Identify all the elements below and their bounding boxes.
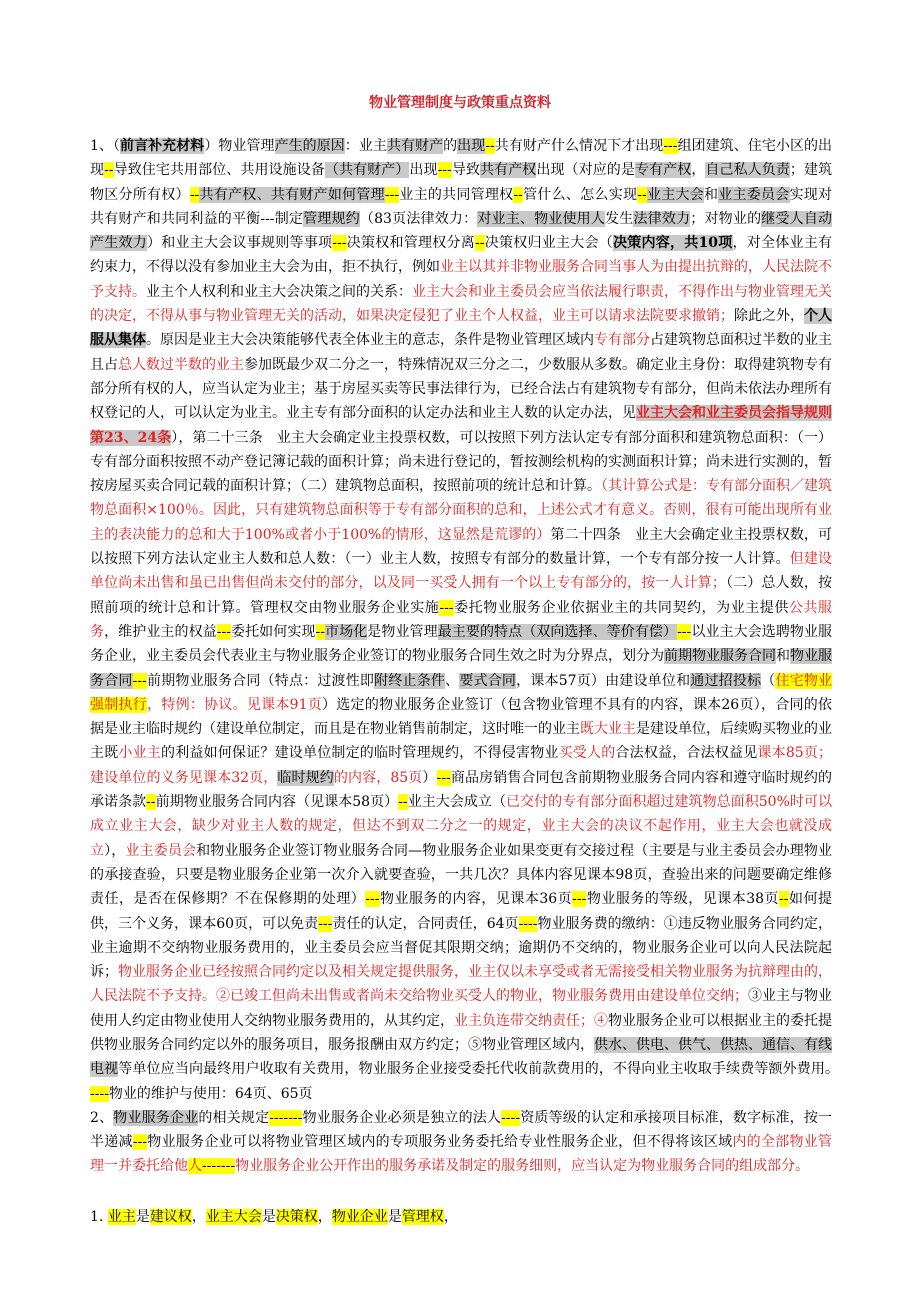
text-run: ---- — [501, 1109, 521, 1126]
text-run: （其计算公式是：专有部分面积／建筑物总面积×100％。因此，只有建筑物总面积等于专有部分面积的总和，上述公式才有意义。否则，很有可能出现所有业主的表决能力的总和大于100%或者小于100%的情形，这显然是荒谬的） — [90, 478, 832, 543]
text-run: 临时规约 — [277, 769, 334, 786]
text-run: ），第二十三条 业主大会确定业主投票权数，可以按照下列方法认定专有部分面积和建筑物总面积：（一）专有部分面积按照不动产登记簿记载的面积计算；尚未进行登记的，暂按测绘机构的实测面积计算；尚未进行实测的，暂按房屋买卖合同记载的面积计算；（二）建筑物总面积，按照前项的统计总和计算。 — [90, 429, 833, 495]
text-run: 买受人的 — [558, 745, 616, 762]
text-run: ；对物业的 — [690, 210, 762, 227]
text-run: 的内容，85页 — [333, 769, 423, 786]
paragraph-2 — [90, 1106, 832, 1179]
text-run: -- — [475, 235, 485, 252]
text-run: 人 — [188, 1158, 202, 1175]
document-body — [90, 134, 847, 1229]
text-run: ③业主与物业使用人约定由物业使用人交纳物业服务费用的，从其约定， — [90, 988, 832, 1029]
text-run: ）选定的物业服务企业签订（包含物业管理不具有的内容，课本26页），合同的依据是业主临时规约（建设单位制定，而且是在物业销售前制定，这时唯一的业主 — [90, 696, 833, 738]
text-run: 出现（对应的是 — [536, 162, 635, 179]
text-run: 物业服务企业已经按照合同约定以及相关规定提供服务，业主仅以未享受或者无需接受相关物业服务为抗辩理由的，人民法院不予支持。②已竣工但尚未出售或者尚未交给物业买受人的物业，物业服务费用由建设单位交纳； — [90, 964, 832, 1005]
text-run: -- — [146, 794, 156, 811]
text-run: 附终止条件 — [374, 672, 446, 689]
text-run: 业主委员会 — [718, 186, 790, 203]
text-run: --- — [132, 1134, 148, 1151]
text-run: （共有财产） — [324, 162, 410, 179]
text-run: （双向选择、等价有偿） — [522, 623, 678, 640]
text-run: 物业服务企业 — [113, 1109, 199, 1126]
text-run: （二）总人数，按照前项的统计总和计算。管理权交由物业服务企业实施 — [90, 575, 832, 616]
text-run: 业主以其并非物业服务合同当事人为由提出抗辩的，人民法院不予支持。 — [90, 259, 832, 300]
text-run: 责任的认定，合同责任，64页 — [332, 915, 519, 932]
text-run: ）和业主大会议事规则等事项 — [147, 235, 333, 252]
text-run: --- — [677, 623, 692, 640]
text-run: 供水、供电、供气、供热、通信、有线电视 — [90, 1036, 832, 1078]
text-run: 业主负连带交纳责任；④ — [454, 1012, 608, 1029]
paragraph-1 — [90, 134, 847, 1106]
text-run: 等单位应当向最终用户收取有关费用，物业服务企业接受委托代收前款费用的，不得向业主收取手续费等额外费用。 — [118, 1061, 847, 1078]
text-run: 是建设单位，后续购买物业的业主既 — [90, 721, 832, 762]
text-run: 共有财产什么情况下才出现 — [494, 138, 664, 154]
text-run: ：业主 — [344, 138, 387, 154]
text-run: 业主大会和业主委员会应当依法履行职责，不得作出与物业管理无关的决定，不得从事与物业管理无关的活动，如果决定侵犯了业主个人权益，业主可以请求法院要求撤销； — [90, 283, 832, 325]
text-run: 法律效力 — [633, 210, 691, 227]
text-run: 业主大会和业主委员会指导规则第23、24条 — [90, 405, 832, 446]
text-run: 业主大会成立（ — [407, 794, 507, 811]
text-run: 但建设单位尚未出售和虽已出售但尚未交付的部分，以及同一买受人拥有一个以上专有部分的，按一人计算； — [90, 551, 833, 592]
text-run: 共有财产 — [386, 138, 444, 154]
text-run: 公共服务 — [90, 599, 833, 640]
text-run: 市场化 — [324, 623, 368, 640]
text-run: 和 — [703, 186, 719, 203]
text-run: ------- — [202, 1158, 236, 1175]
text-run: 物业服务合同 — [90, 648, 832, 689]
text-run: -- — [485, 138, 495, 154]
text-run: 决策权归业主大会（ — [484, 235, 614, 252]
text-run: --- — [572, 891, 587, 908]
text-run: 实现对共有财产和共同利益的平衡---制定 — [90, 186, 833, 227]
text-run: 占建筑物总面积过半数的业主且占 — [90, 332, 832, 373]
text-run: 参加既最少双二分之一，特殊情况双三分之二，少数服从多数。确定业主身份：取得建筑物专有部分所有权的人，应当认定为业主；基于房屋买卖等民事法律行为，已经合法占有建筑物专有部分，但尚未依法办理所有权登记的人，可以认定为业主。业主专有部分面积的认定办法和业主人数的认定办法，见 — [90, 356, 832, 422]
text-run: 是物业管理 — [367, 623, 438, 640]
text-run: 委托物业服务企业依据业主的共同契约，为业主提供 — [453, 599, 789, 616]
text-run: 是 — [261, 1208, 276, 1225]
text-run: -- — [637, 186, 647, 203]
text-run: 物业服务企业公开作出的服务承诺及制定的服务细则，应当认定为物业服务合同的组成部分。 — [235, 1158, 810, 1175]
text-run: ，特例：协议。见课本91页 — [147, 696, 323, 713]
text-run: ）物业管理 — [204, 138, 275, 154]
text-run: 已交付的专有部分面积超过建筑物总面积50%时可以成立业主大会，缺少对业主人数的规定，但达不到双二分之一的规定，业主大会的决议不起作用，业主大会也就没成立 — [90, 794, 833, 859]
text-run: 管理权 — [401, 1208, 444, 1225]
text-run: ， — [191, 1208, 206, 1225]
text-run: 最主要的特点 — [437, 623, 523, 640]
text-run: 发生 — [605, 210, 634, 227]
text-run: 专有部分 — [594, 332, 650, 349]
text-run: ，对全体业主有约束力，不得以没有参加业主大会为由，拒不执行，例如 — [90, 235, 833, 276]
text-run: 自己私人负责 — [705, 162, 790, 179]
text-run: （ — [761, 672, 776, 689]
text-run: 共有产权、共有财产如何管理 — [199, 186, 385, 203]
text-run: 内的全部物业管理一并委托给他 — [90, 1134, 833, 1175]
text-run: --- — [437, 162, 452, 179]
text-run: 住宅物业强制执行 — [90, 672, 833, 713]
text-run: 和 — [776, 648, 790, 665]
text-run: 决策内容，共10项 — [613, 235, 733, 252]
text-run: 物业服务的内容，见课本36页 — [379, 891, 573, 908]
text-run: 商品房销售合同包含前期物业服务合同内容和遵守临时规约的承诺条款 — [90, 769, 832, 811]
text-run: 既大业主 — [580, 721, 636, 738]
text-run: 除此之外， — [734, 308, 804, 325]
text-run: 2、 — [90, 1109, 114, 1126]
text-run: 出现 — [409, 162, 438, 179]
text-run: 前期物业服务合同（特点：过渡性即 — [146, 672, 375, 689]
text-run: 物业的维护与使用：64页、65页 — [108, 1085, 313, 1102]
paragraph-3 — [90, 1205, 832, 1229]
text-run: 1. — [90, 1208, 108, 1225]
text-run: 物业服务费的缴纳：①违反物业服务合同约定，业主逾期不交纳物业服务费用的，业主委员会应当督促其限期交纳；逾期仍不交纳的，物业服务企业可以向人民法院起诉； — [90, 915, 832, 981]
text-run: ， — [443, 1208, 458, 1225]
text-run: 物业服务企业可以根据业主的委托提供物业服务合同约定以外的服务项目，服务报酬由双方约定；⑤物业管理区域内， — [90, 1012, 832, 1053]
text-run: ， — [691, 162, 706, 179]
text-run: --- — [436, 769, 451, 786]
text-run: 以业主大会选聘物业服务企业，业主委员会代表业主与物业服务企业签订的物业服务合同生效之时为分界点，划分为 — [90, 623, 833, 665]
text-run: -- — [189, 186, 200, 203]
text-run: 导致住宅共用部位、共用设施设备 — [113, 162, 325, 179]
text-run: 的 — [443, 138, 458, 154]
text-run: -- — [398, 794, 408, 811]
text-run: -- — [513, 186, 523, 203]
text-run: --- — [332, 235, 347, 252]
text-run: -- — [779, 891, 789, 908]
text-run: --- — [318, 915, 333, 932]
text-run: 小业主 — [118, 745, 162, 762]
text-run: --- — [365, 891, 380, 908]
text-run: ------- — [269, 1109, 303, 1126]
text-run: 组团建筑、住宅小区的出现 — [90, 138, 833, 179]
text-run: ；建筑物区分所有权） — [90, 162, 833, 203]
text-run: 。原因是业主大会决策能够代表全体业主的意志，条件是物业管理区域内 — [146, 332, 594, 349]
text-run: 对业主、物业使用人 — [477, 210, 606, 227]
text-run: 继受人自动产生效力 — [90, 210, 833, 252]
text-run: 物业服务企业可以将物业管理区域内的专项服务业务委托给专业性服务企业，但不得将该区域 — [147, 1134, 733, 1151]
text-run: 业主大会 — [646, 186, 704, 203]
text-run: 决策权和管理权分离 — [346, 235, 476, 252]
text-run: 物业企业 — [331, 1208, 388, 1225]
text-run: 、 — [445, 672, 460, 689]
text-run: 专有产权 — [634, 162, 692, 179]
text-run: --- — [663, 138, 678, 154]
text-run: 共有产权 — [480, 162, 537, 179]
text-run: 业主委员会 — [125, 842, 197, 859]
text-run: 物业服务的等级，见课本38页 — [586, 891, 780, 908]
text-run: ---- — [518, 915, 538, 932]
text-run: ） — [422, 769, 437, 786]
text-run: -- — [104, 162, 114, 179]
text-run: 通过招投标 — [690, 672, 762, 689]
text-run: ， — [317, 1208, 332, 1225]
text-run: 是 — [387, 1208, 402, 1225]
text-run: ---- — [90, 1085, 109, 1102]
text-run: 和物业服务企业签订物业服务合同—物业服务企业如果变更有交接过程（主要是与业主委员会办理物业的承接查验，只要是物业服务企业第一次介入就要查验，一共几次？具体内容见课本98页，查验出来的问题要确定维修责任，是否在保修期？不在保修期的处理） — [90, 842, 833, 908]
text-run: ，课本57页）由建设单位和 — [516, 672, 691, 689]
text-run: 第二十四条 业主大会确定业主投票权数，可以按照下列方法认定业主人数和总人数：（一）业主人数，按照专有部分的数量计算，一个专有部分按一人计算。 — [90, 526, 832, 568]
text-run: 的利益如何保证？建设单位制定的临时管理规约，不得侵害物业 — [161, 745, 559, 762]
document-title: 物业管理制度与政策重点资料 — [369, 95, 551, 111]
text-run: 业主的共同管理权 — [399, 186, 514, 203]
text-run: 建议权 — [149, 1208, 192, 1225]
text-run: 课本85页；建设单位的义务见课本32页， — [90, 745, 833, 786]
text-run: --- — [216, 623, 231, 640]
text-run: 的相关规定 — [198, 1109, 270, 1126]
text-run: 合法权益，合法权益见 — [615, 745, 758, 762]
text-run: --- — [384, 186, 400, 203]
text-run: 决策权 — [275, 1208, 318, 1225]
text-run: 前期物业服务合同 — [664, 648, 776, 665]
text-run: 是 — [135, 1208, 150, 1225]
text-run: 出现 — [457, 138, 486, 154]
text-run: 个人服从集体 — [90, 308, 832, 349]
text-run: 前言补充材料 — [120, 138, 205, 154]
text-run: 业主 — [107, 1208, 136, 1225]
text-run: 总人数过半数的业主 — [118, 356, 244, 373]
text-run: 导致 — [451, 162, 481, 179]
text-run: 前期物业服务合同内容（见课本58页） — [155, 794, 399, 811]
text-run: 管理规约 — [303, 210, 360, 227]
text-run: 1、（ — [90, 138, 121, 154]
text-run: 管什么、怎么实现 — [522, 186, 638, 203]
text-run: 业主大会 — [205, 1208, 262, 1225]
text-run: 要式合同 — [459, 672, 517, 689]
text-run: 物业服务企业必须是独立的法人 — [302, 1109, 502, 1126]
text-run: （83页法律效力： — [359, 210, 478, 227]
text-run: ，维护业主的权益 — [104, 623, 217, 640]
text-run: 委托如何实现 — [230, 623, 316, 640]
text-run: --- — [439, 599, 454, 616]
text-run: 产生的原因 — [274, 138, 345, 154]
text-run: -- — [315, 623, 325, 640]
text-run: --- — [132, 672, 147, 689]
text-run: ）， — [104, 842, 126, 859]
text-run: 资质等级的认定和承接项目标准，数字标准，按一半递减 — [90, 1109, 833, 1151]
text-run: 如何提供，三个义务，课本60页，可以免责 — [90, 891, 832, 932]
text-run: 业主个人权利和业主大会决策之间的关系： — [146, 283, 412, 300]
